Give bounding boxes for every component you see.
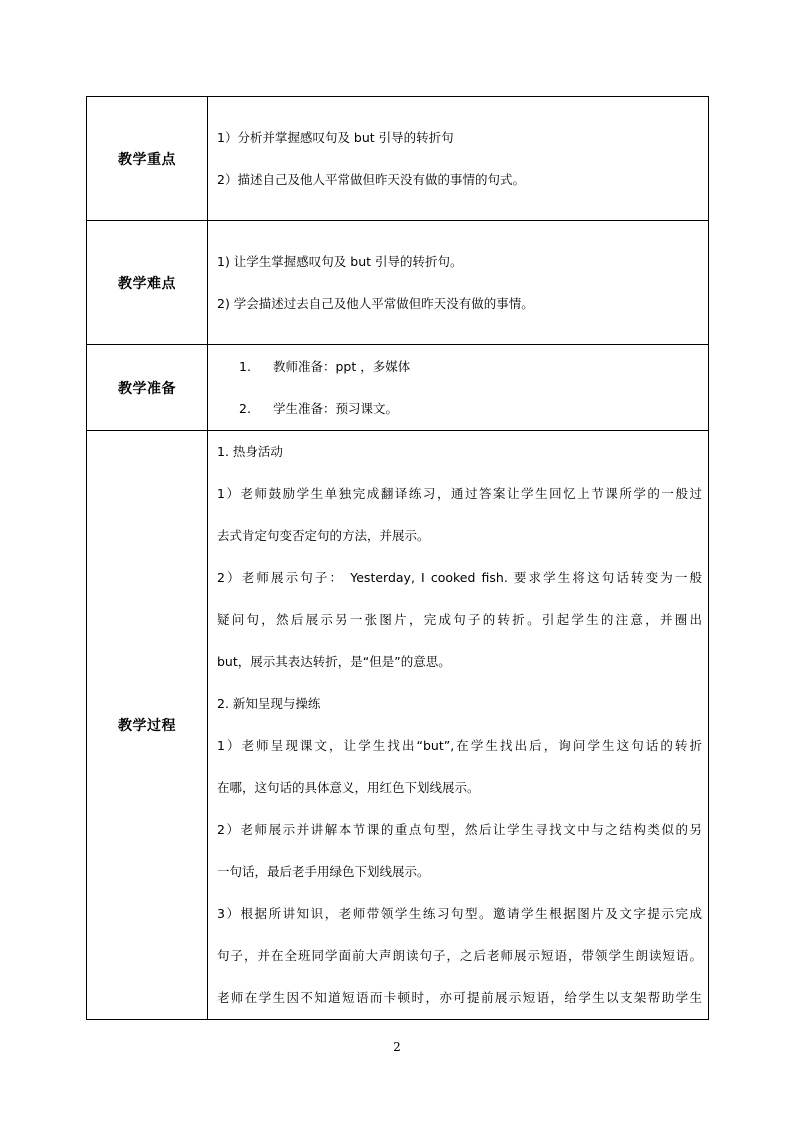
key-points-content [208,97,709,221]
preparation-row [87,345,709,431]
key-points-label: 教学重点 [87,97,208,221]
preparation-item-number: 2. [239,400,251,416]
process-row [87,431,709,1020]
process-line-4: 2）老师展示句子： Yesterday, I cooked fish. 要求学生将这句话转变为一般 [217,570,702,585]
process-line-2: 1）老师鼓励学生单独完成翻译练习，通过答案让学生回忆上节课所学的一般过 [217,486,702,501]
preparation-content [208,345,709,431]
key-points-row [87,97,709,221]
process-line-6: but，展示其表达转折，是“但是”的意思。 [217,654,451,669]
page-number: 2 [393,1040,401,1054]
difficulties-line-1: 1) 让学生掌握感叹句及 but 引导的转折句。 [217,253,463,269]
process-line-11: 一句话，最后老手用绿色下划线展示。 [217,864,430,879]
preparation-label: 教学准备 [87,345,208,431]
process-line-14: 老师在学生因不知道短语而卡顿时，亦可提前展示短语，给学生以支架帮助学生 [217,990,702,1005]
lesson-plan-table [86,96,709,1020]
process-line-12: 3）根据所讲知识，老师带领学生练习句型。邀请学生根据图片及文字提示完成 [217,906,702,921]
preparation-item [217,346,702,388]
process-line-9: 在哪，这句话的具体意义，用红色下划线展示。 [217,780,480,795]
process-line-1: 1. 热身活动 [217,444,283,459]
process-line-3: 去式肯定句变否定句的方法，并展示。 [217,528,430,543]
process-content [208,431,709,1020]
preparation-item-number: 1. [239,358,251,374]
process-line-7: 2. 新知呈现与操练 [217,696,321,711]
process-line-5: 疑问句，然后展示另一张图片，完成句子的转折。引起学生的注意，并圈出 [217,612,702,627]
process-label: 教学过程 [87,431,208,1020]
difficulties-label: 教学难点 [87,221,208,345]
preparation-item-text: 教师准备：ppt ，多媒体 [273,358,411,374]
key-points-line-2: 2）描述自己及他人平常做但昨天没有做的事情的句式。 [217,171,525,187]
key-points-line-1: 1）分析并掌握感叹句及 but 引导的转折句 [217,129,454,145]
process-line-8: 1）老师呈现课文，让学生找出“but”,在学生找出后，询问学生这句话的转折 [217,738,702,753]
preparation-item [217,388,702,430]
preparation-item-text: 学生准备：预习课文。 [273,400,399,416]
difficulties-content [208,221,709,345]
difficulties-row [87,221,709,345]
difficulties-line-2: 2) 学会描述过去自己及他人平常做但昨天没有做的事情。 [217,295,534,311]
process-line-13: 句子，并在全班同学面前大声朗读句子，之后老师展示短语，带领学生朗读短语。 [217,948,702,963]
process-line-10: 2）老师展示并讲解本节课的重点句型，然后让学生寻找文中与之结构类似的另 [217,822,702,837]
